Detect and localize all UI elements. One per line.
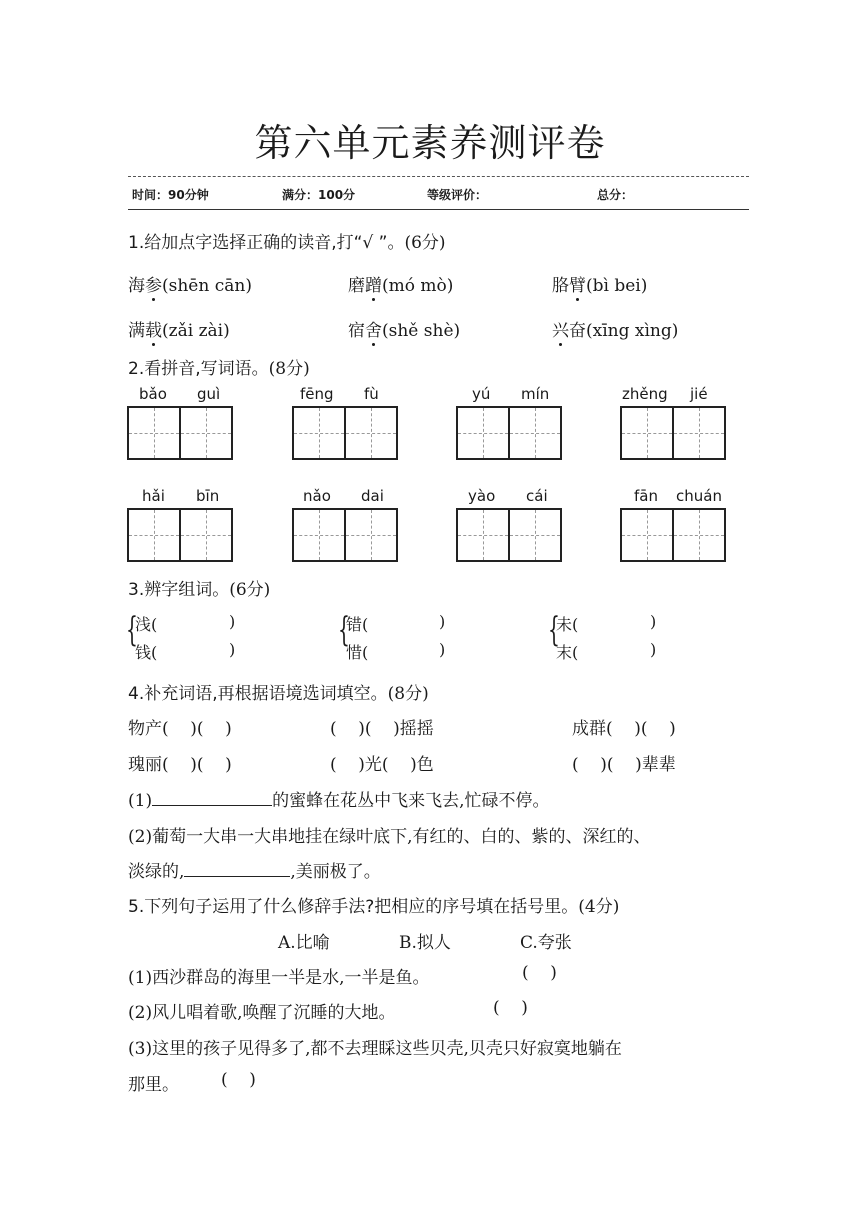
q1-item: 兴奋(xīng xìng) [552,321,679,341]
idiom-fill: 瑰丽( )( ) [128,755,232,775]
writing-grid[interactable] [292,508,398,562]
full-score-label: 满分：100分 [282,188,356,202]
writing-grid[interactable] [456,508,562,562]
pinyin-label: fēng [300,385,334,403]
writing-grid[interactable] [292,406,398,460]
fill-sentence: (2)葡萄一大串一大串地挂在绿叶底下,有红的、白的、紫的、深红的、 [128,827,651,847]
q2-title: 2.看拼音,写词语。(8分) [128,359,310,379]
pinyin-label: yú [472,385,491,403]
fill-sentence: 淡绿的, ,美丽极了。 [128,862,381,882]
time-label: 时间：90分钟 [132,188,209,202]
idiom-fill: 成群( )( ) [572,719,676,739]
idiom-fill: 物产( )( ) [128,719,232,739]
q1-item: 满载(zǎi zài) [128,321,230,341]
idiom-fill: ( )( )辈辈 [572,755,676,775]
pinyin-label: dai [361,487,384,505]
blank-line[interactable] [152,789,272,806]
pinyin-label: hǎi [142,487,165,505]
close-paren: ) [229,612,236,631]
char-item: 钱( [135,643,158,662]
blank-line[interactable] [184,860,290,877]
pinyin-label: yào [468,487,496,505]
q1-title: 1.给加点字选择正确的读音,打“√ ”。(6分) [128,233,446,253]
close-paren: ) [650,640,657,659]
fill-sentence: (1) 的蜜蜂在花丛中飞来飞去,忙碌不停。 [128,791,550,811]
char-item: 浅( [135,615,158,634]
char-item: 未( [556,615,579,634]
pinyin-label: mín [521,385,550,403]
pinyin-label: zhěng [622,385,668,403]
writing-grid[interactable] [620,508,726,562]
pinyin-label: nǎo [303,487,331,505]
q1-item: 海参(shēn cān) [128,276,252,296]
answer-paren[interactable]: ( ) [493,998,528,1018]
pinyin-label: cái [526,487,548,505]
option: C.夸张 [520,933,572,953]
pinyin-label: fān [634,487,658,505]
answer-paren[interactable]: ( ) [522,963,557,983]
q1-item: 胳臂(bì bei) [552,276,648,296]
page-title: 第六单元素养测评卷 [254,121,606,165]
q3-title: 3.辨字组词。(6分) [128,580,271,600]
solid-divider [128,209,749,210]
char-item: 惜( [346,643,369,662]
close-paren: ) [650,612,657,631]
option: B.拟人 [399,933,451,953]
pinyin-label: guì [197,385,221,403]
close-paren: ) [439,612,446,631]
pinyin-label: chuán [676,487,722,505]
q1-item: 宿舍(shě shè) [348,321,461,341]
q4-title: 4.补充词语,再根据语境选词填空。(8分) [128,684,429,704]
sentence: (2)风儿唱着歌,唤醒了沉睡的大地。 [128,1003,396,1023]
brace: { [548,610,560,650]
pinyin-label: bīn [196,487,220,505]
idiom-fill: ( )( )摇摇 [330,719,434,739]
writing-grid[interactable] [127,508,233,562]
sentence: (3)这里的孩子见得多了,都不去理睬这些贝壳,贝壳只好寂寞地躺在 [128,1039,622,1059]
writing-grid[interactable] [620,406,726,460]
close-paren: ) [439,640,446,659]
pinyin-label: fù [364,385,379,403]
option: A.比喻 [278,933,330,953]
writing-grid[interactable] [127,406,233,460]
dashed-divider [128,176,749,177]
sentence: 那里。 [128,1075,179,1095]
q1-item: 磨蹭(mó mò) [348,276,454,296]
total-label: 总分： [597,188,634,202]
pinyin-label: jié [690,385,708,403]
sentence: (1)西沙群岛的海里一半是水,一半是鱼。 [128,968,430,988]
q5-title: 5.下列句子运用了什么修辞手法?把相应的序号填在括号里。(4分) [128,897,620,917]
brace: { [126,610,138,650]
char-item: 错( [346,615,369,634]
answer-paren[interactable]: ( ) [221,1070,256,1090]
brace: { [338,610,350,650]
writing-grid[interactable] [456,406,562,460]
char-item: 末( [556,643,579,662]
idiom-fill: ( )光( )色 [330,755,434,775]
pinyin-label: bǎo [139,385,167,403]
grade-label: 等级评价： [427,188,488,202]
close-paren: ) [229,640,236,659]
